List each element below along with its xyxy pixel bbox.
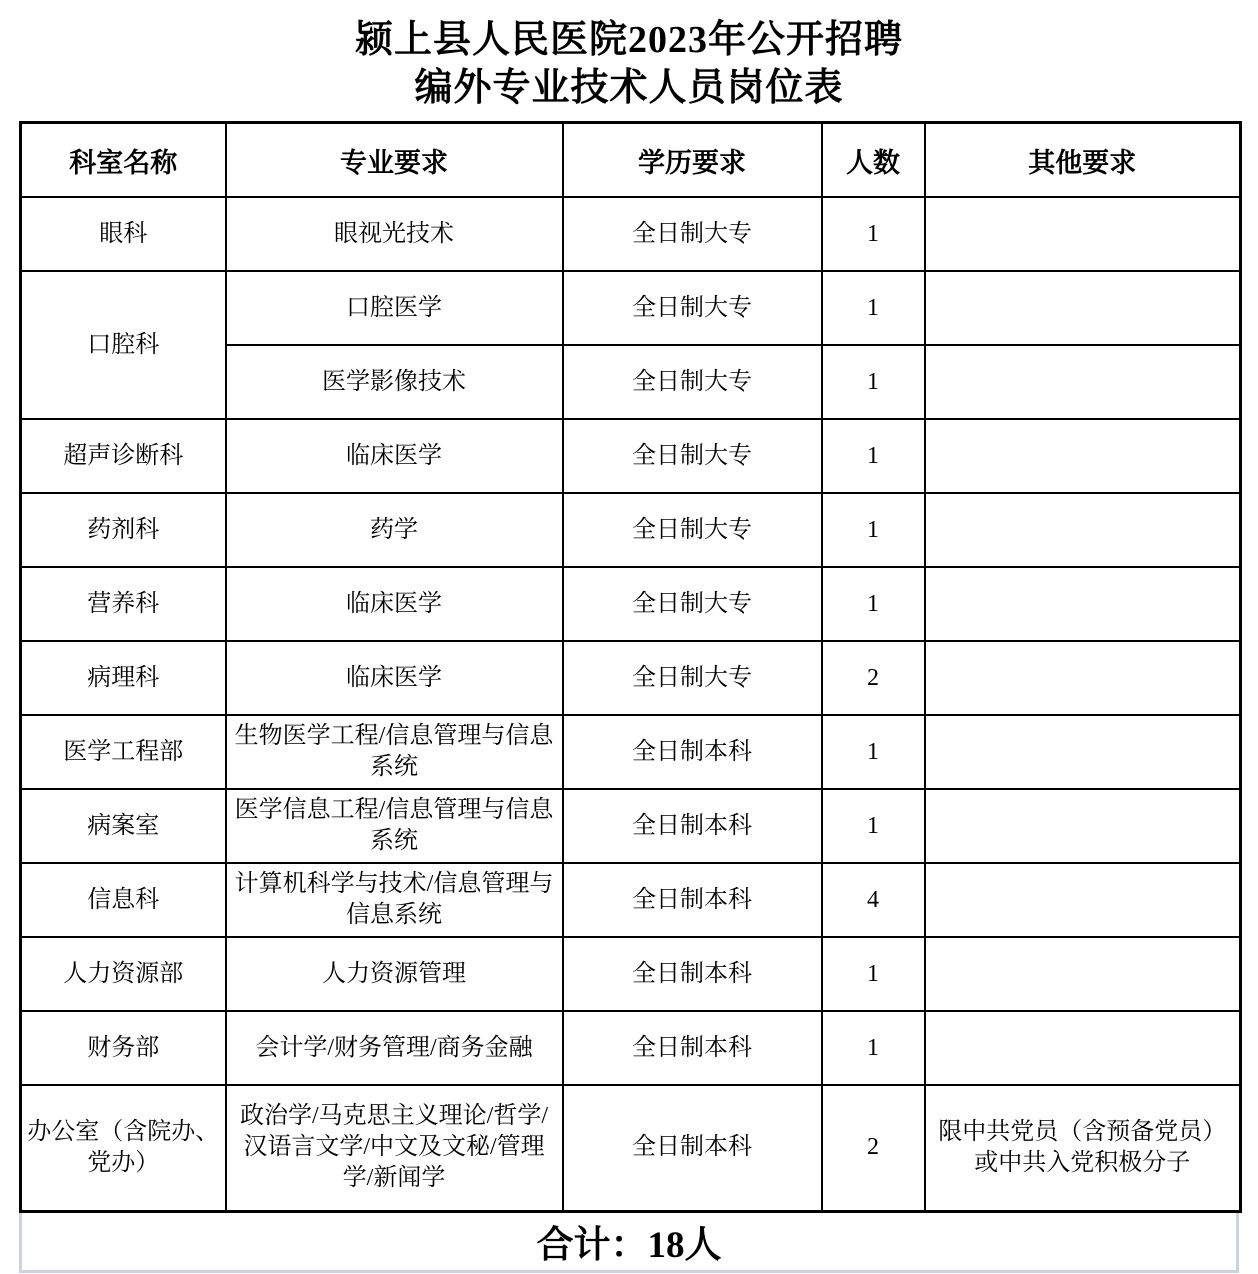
cell-major: 临床医学 <box>226 567 563 641</box>
cell-other <box>925 271 1241 345</box>
cell-other <box>925 1011 1241 1085</box>
cell-dept: 办公室（含院办、党办） <box>21 1085 226 1211</box>
cell-major: 药学 <box>226 493 563 567</box>
cell-dept: 营养科 <box>21 567 226 641</box>
cell-edu: 全日制本科 <box>563 863 822 937</box>
total-label: 合计：18人 <box>536 1225 722 1266</box>
cell-edu: 全日制大专 <box>563 567 822 641</box>
cell-major: 生物医学工程/信息管理与信息系统 <box>226 715 563 789</box>
cell-major: 医学影像技术 <box>226 345 563 419</box>
cell-count: 1 <box>822 1011 925 1085</box>
cell-other <box>925 197 1241 271</box>
cell-count: 4 <box>822 863 925 937</box>
cell-edu: 全日制本科 <box>563 937 822 1011</box>
col-header-edu: 学历要求 <box>563 123 822 198</box>
cell-edu: 全日制大专 <box>563 493 822 567</box>
cell-other <box>925 863 1241 937</box>
col-header-dept: 科室名称 <box>21 123 226 198</box>
title-line-2: 编外专业技术人员岗位表 <box>414 67 844 109</box>
table-row <box>21 715 1241 789</box>
cell-edu: 全日制本科 <box>563 789 822 863</box>
table-row <box>21 197 1241 271</box>
cell-count: 1 <box>822 419 925 493</box>
table-row <box>21 641 1241 715</box>
cell-other: 限中共党员（含预备党员）或中共入党积极分子 <box>925 1085 1241 1211</box>
cell-major: 临床医学 <box>226 641 563 715</box>
cell-other <box>925 345 1241 419</box>
cell-edu: 全日制大专 <box>563 197 822 271</box>
cell-dept: 信息科 <box>21 863 226 937</box>
cell-dept: 人力资源部 <box>21 937 226 1011</box>
cell-count: 1 <box>822 197 925 271</box>
table-row <box>21 789 1241 863</box>
cell-edu: 全日制大专 <box>563 641 822 715</box>
cell-count: 1 <box>822 493 925 567</box>
table-row <box>21 419 1241 493</box>
cell-count: 2 <box>822 1085 925 1211</box>
document-title <box>0 0 1258 112</box>
cell-major: 计算机科学与技术/信息管理与信息系统 <box>226 863 563 937</box>
table-row <box>21 493 1241 567</box>
total-row <box>19 1213 1239 1273</box>
cell-count: 1 <box>822 937 925 1011</box>
col-header-count: 人数 <box>822 123 925 198</box>
cell-count: 1 <box>822 715 925 789</box>
cell-edu: 全日制大专 <box>563 419 822 493</box>
cell-count: 2 <box>822 641 925 715</box>
cell-major: 医学信息工程/信息管理与信息系统 <box>226 789 563 863</box>
cell-edu: 全日制本科 <box>563 715 822 789</box>
cell-major: 政治学/马克思主义理论/哲学/汉语言文学/中文及文秘/管理学/新闻学 <box>226 1085 563 1211</box>
table-row <box>21 1011 1241 1085</box>
cell-major: 会计学/财务管理/商务金融 <box>226 1011 563 1085</box>
cell-other <box>925 567 1241 641</box>
col-header-other: 其他要求 <box>925 123 1241 198</box>
cell-dept: 财务部 <box>21 1011 226 1085</box>
table-row <box>21 937 1241 1011</box>
cell-other <box>925 419 1241 493</box>
cell-count: 1 <box>822 567 925 641</box>
table-row <box>21 863 1241 937</box>
cell-count: 1 <box>822 271 925 345</box>
cell-dept: 超声诊断科 <box>21 419 226 493</box>
cell-other <box>925 789 1241 863</box>
cell-edu: 全日制大专 <box>563 271 822 345</box>
cell-edu: 全日制本科 <box>563 1085 822 1211</box>
cell-major: 临床医学 <box>226 419 563 493</box>
positions-table <box>19 121 1242 1213</box>
cell-other <box>925 937 1241 1011</box>
cell-major: 人力资源管理 <box>226 937 563 1011</box>
cell-dept: 医学工程部 <box>21 715 226 789</box>
cell-major: 口腔医学 <box>226 271 563 345</box>
cell-edu: 全日制本科 <box>563 1011 822 1085</box>
cell-dept: 眼科 <box>21 197 226 271</box>
table-row <box>21 567 1241 641</box>
cell-dept: 病案室 <box>21 789 226 863</box>
col-header-major: 专业要求 <box>226 123 563 198</box>
cell-major: 眼视光技术 <box>226 197 563 271</box>
header-row <box>21 123 1241 198</box>
cell-other <box>925 641 1241 715</box>
table-row <box>21 271 1241 345</box>
title-line-1: 颍上县人民医院2023年公开招聘 <box>354 19 903 61</box>
cell-dept-merged: 口腔科 <box>21 271 226 419</box>
cell-count: 1 <box>822 789 925 863</box>
cell-edu: 全日制大专 <box>563 345 822 419</box>
table-row <box>21 1085 1241 1211</box>
cell-count: 1 <box>822 345 925 419</box>
cell-dept: 病理科 <box>21 641 226 715</box>
cell-other <box>925 493 1241 567</box>
cell-dept: 药剂科 <box>21 493 226 567</box>
cell-other <box>925 715 1241 789</box>
